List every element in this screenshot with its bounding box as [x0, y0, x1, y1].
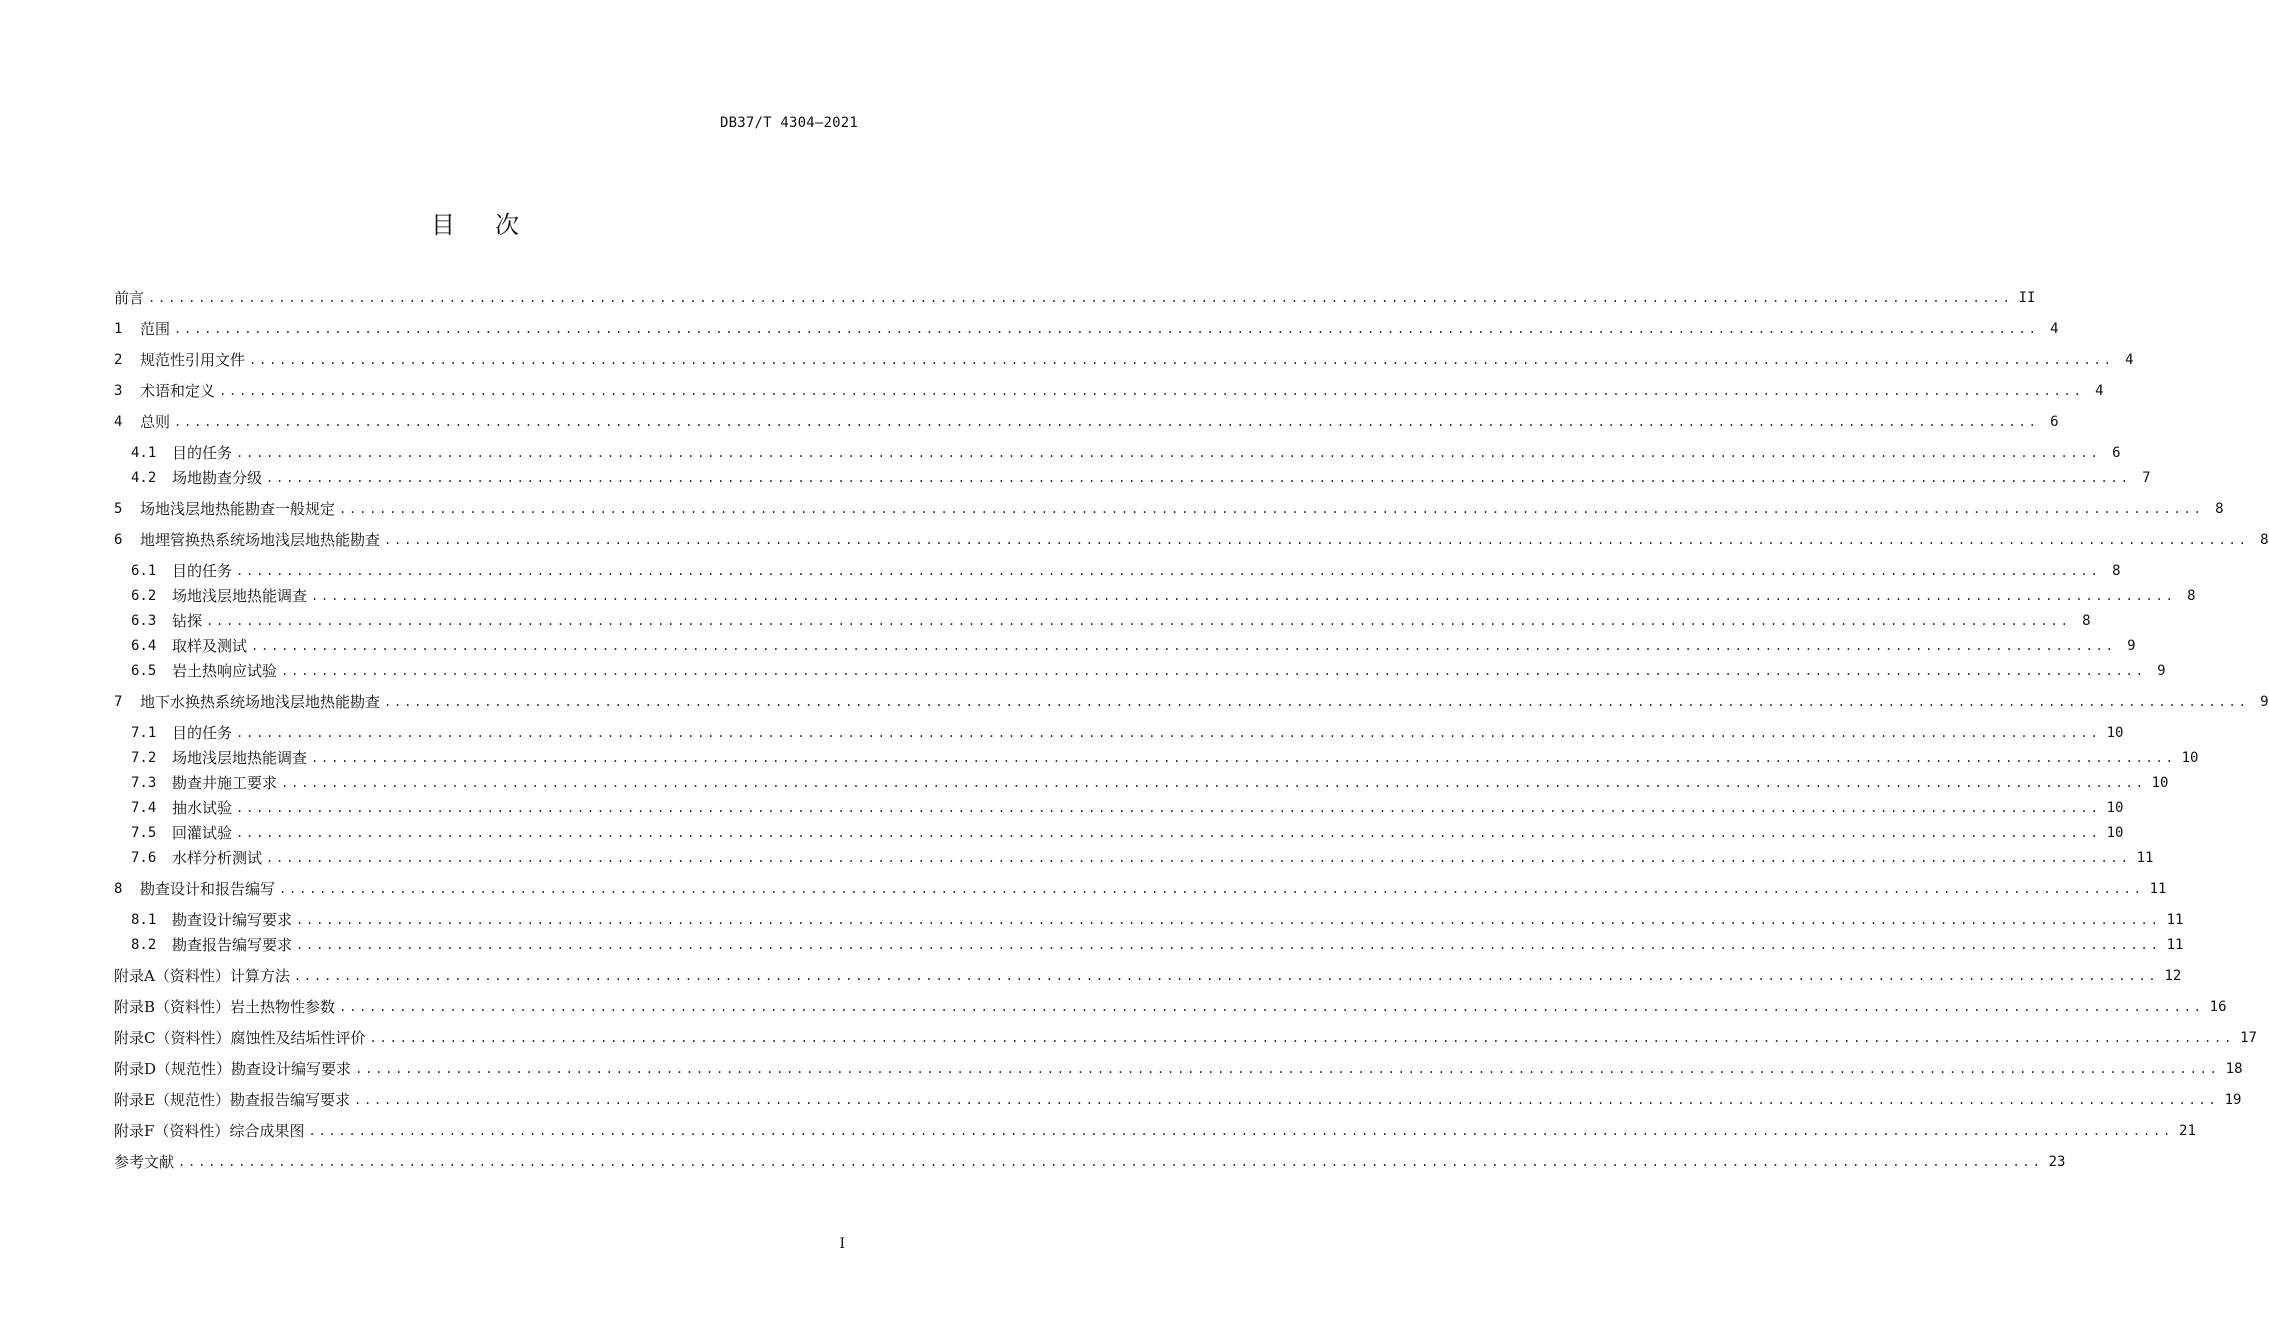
toc-leader-dots: ..........................................................................................................................................................................................	[296, 938, 2161, 952]
toc-leader-dots: ..........................................................................................................................................................................................	[236, 801, 2101, 815]
toc-leader-dots: ..........................................................................................................................................................................................	[266, 851, 2131, 865]
toc-entry-title: 场地浅层地热能调查	[172, 587, 308, 605]
toc-entry-page: 8	[2112, 563, 2121, 579]
toc-entry-title: 勘查设计编写要求	[172, 911, 293, 929]
toc-entry-title: 目的任务	[172, 444, 233, 462]
page-title: 目次	[431, 211, 559, 239]
toc-leader-dots: ..........................................................................................................................................................................................	[206, 614, 2071, 628]
toc-entry-number: 7.5	[131, 825, 157, 841]
toc-entry-number: 4.1	[131, 445, 157, 461]
toc-entry-number: 4.2	[131, 470, 157, 486]
toc-entry-number: 6.4	[131, 638, 157, 654]
toc-leader-dots: ..........................................................................................................................................................................................	[281, 664, 2146, 678]
toc-entry-page: 11	[2166, 937, 2184, 953]
toc-entry-4-1[interactable]	[131, 442, 2121, 464]
toc-entry-title: 术语和定义	[140, 382, 216, 400]
toc-entry-page: 9	[2157, 663, 2166, 679]
toc-entry-7[interactable]	[114, 691, 2269, 713]
toc-leader-dots: ..........................................................................................................................................................................................	[281, 776, 2146, 790]
toc-entry-page: 8	[2082, 613, 2091, 629]
toc-appendix-label: 附录F	[114, 1122, 155, 1140]
toc-appendix-type: （资料性）	[155, 1029, 231, 1047]
toc-leader-dots: ..........................................................................................................................................................................................	[296, 913, 2161, 927]
toc-entry-number: 8.2	[131, 937, 157, 953]
toc-entry-7-6[interactable]	[131, 847, 2154, 869]
toc-entry-appendix-e[interactable]	[114, 1089, 2242, 1111]
toc-entry-page: 7	[2142, 470, 2151, 486]
toc-entry-number: 7	[114, 694, 123, 710]
toc-entry-1[interactable]	[114, 318, 2059, 340]
toc-entry-page: 11	[2166, 912, 2184, 928]
toc-leader-dots: ..........................................................................................................................................................................................	[339, 1000, 2204, 1014]
toc-entry-number: 8	[114, 881, 123, 897]
toc-entry-8-1[interactable]	[131, 909, 2184, 931]
toc-entry-number: 6	[114, 532, 123, 548]
toc-entry-number: 7.3	[131, 775, 157, 791]
toc-entry-number: 2	[114, 352, 123, 368]
toc-entry-number: 6.5	[131, 663, 157, 679]
toc-leader-dots: ..........................................................................................................................................................................................	[219, 384, 2084, 398]
toc-entry-title: 勘查井施工要求	[172, 774, 278, 792]
toc-appendix-type: （资料性）	[154, 967, 230, 985]
toc-entry-title: 规范性引用文件	[140, 351, 246, 369]
toc-entry-number: 6.3	[131, 613, 157, 629]
toc-entry-page: 10	[2151, 775, 2169, 791]
toc-leader-dots: ..........................................................................................................................................................................................	[236, 446, 2101, 460]
toc-entry-6-5[interactable]	[131, 660, 2166, 682]
toc-leader-dots: ..........................................................................................................................................................................................	[236, 826, 2101, 840]
toc-leader-dots: ..........................................................................................................................................................................................	[355, 1062, 2220, 1076]
toc-entry-appendix-c[interactable]	[114, 1027, 2257, 1049]
toc-appendix-label: 附录C	[114, 1029, 156, 1047]
toc-entry-title: 总则	[140, 413, 171, 431]
toc-entry-appendix-f[interactable]	[114, 1120, 2196, 1142]
toc-entry-6-4[interactable]	[131, 635, 2136, 657]
toc-entry-page: 11	[2149, 881, 2167, 897]
toc-leader-dots: ..........................................................................................................................................................................................	[249, 353, 2114, 367]
toc-leader-dots: ..........................................................................................................................................................................................	[339, 502, 2204, 516]
toc-entry-number: 8.1	[131, 912, 157, 928]
toc-entry-page: 10	[2106, 825, 2124, 841]
toc-entry-6-2[interactable]	[131, 585, 2196, 607]
toc-leader-dots: ..........................................................................................................................................................................................	[311, 751, 2176, 765]
toc-entry-title: 勘查设计和报告编写	[140, 880, 276, 898]
toc-appendix-label: 附录D	[114, 1060, 157, 1078]
toc-entry-title: 场地浅层地热能勘查一般规定	[140, 500, 336, 518]
toc-leader-dots: ..........................................................................................................................................................................................	[266, 471, 2131, 485]
toc-entry-number: 3	[114, 383, 123, 399]
toc-entry-number: 4	[114, 414, 123, 430]
toc-appendix-type: （资料性）	[154, 1122, 230, 1140]
toc-entry-6-1[interactable]	[131, 560, 2121, 582]
toc-entry-page: 10	[2106, 725, 2124, 741]
toc-leader-dots: ..........................................................................................................................................................................................	[178, 1155, 2043, 1169]
toc-entry-page: 9	[2260, 694, 2269, 710]
document-code: DB37/T 4304—2021	[719, 115, 858, 131]
toc-entry-page: 4	[2125, 352, 2134, 368]
toc-entry-title: 场地勘查分级	[172, 469, 263, 487]
toc-entry-page: 17	[2240, 1030, 2257, 1046]
toc-entry-6-3[interactable]	[131, 610, 2091, 632]
toc-entry-5[interactable]	[114, 498, 2224, 520]
toc-appendix-type: （规范性）	[154, 1091, 230, 1109]
toc-entry-title: 范围	[140, 320, 171, 338]
toc-entry-number: 7.1	[131, 725, 157, 741]
toc-entry-page: 4	[2050, 321, 2059, 337]
toc-entry-title: 抽水试验	[172, 799, 233, 817]
toc-entry-number: 6.1	[131, 563, 157, 579]
toc-leader-dots: ..........................................................................................................................................................................................	[148, 291, 2013, 305]
toc-entry-title: 参考文献	[114, 1153, 175, 1171]
toc-appendix-label: 附录A	[114, 967, 155, 985]
toc-entry-4[interactable]	[114, 411, 2059, 433]
toc-entry-title: 岩土热响应试验	[172, 662, 278, 680]
toc-entry-page: 9	[2127, 638, 2136, 654]
toc-entry-title: 目的任务	[172, 562, 233, 580]
toc-entry-title: 水样分析测试	[172, 849, 263, 867]
toc-entry-title: 综合成果图	[229, 1122, 305, 1140]
toc-appendix-label: 附录B	[114, 998, 156, 1016]
toc-entry-page: 8	[2215, 501, 2224, 517]
toc-entry-page: 10	[2181, 750, 2199, 766]
toc-entry-title: 地下水换热系统场地浅层地热能勘查	[140, 693, 381, 711]
toc-entry-8[interactable]	[114, 878, 2167, 900]
toc-entry-7-1[interactable]	[131, 722, 2124, 744]
toc-entry-title: 计算方法	[229, 967, 290, 985]
toc-appendix-type: （资料性）	[155, 998, 231, 1016]
toc-entry-page: 18	[2225, 1061, 2243, 1077]
toc-entry-title: 腐蚀性及结垢性评价	[230, 1029, 366, 1047]
toc-entry-page: 21	[2179, 1123, 2196, 1139]
toc-appendix-label: 附录E	[114, 1091, 155, 1109]
toc-entry-appendix-d[interactable]	[114, 1058, 2243, 1080]
toc-entry-page: 11	[2136, 850, 2154, 866]
page-number: I	[839, 1236, 845, 1252]
toc-leader-dots: ..........................................................................................................................................................................................	[293, 969, 2159, 983]
toc-leader-dots: ..........................................................................................................................................................................................	[311, 589, 2176, 603]
toc-entry-title: 场地浅层地热能调查	[172, 749, 308, 767]
toc-leader-dots: ..........................................................................................................................................................................................	[174, 322, 2039, 336]
toc-leader-dots: ..........................................................................................................................................................................................	[236, 726, 2101, 740]
toc-entry-7-2[interactable]	[131, 747, 2199, 769]
toc-entry-6[interactable]	[114, 529, 2269, 551]
toc-entry-title: 勘查报告编写要求	[229, 1091, 350, 1109]
toc-entry-title: 勘查设计编写要求	[231, 1060, 352, 1078]
toc-leader-dots: ..........................................................................................................................................................................................	[384, 533, 2249, 547]
toc-entry-title: 取样及测试	[172, 637, 248, 655]
toc-leader-dots: ..........................................................................................................................................................................................	[369, 1031, 2235, 1045]
toc-entry-page: 4	[2095, 383, 2104, 399]
toc-entry-appendix-a[interactable]	[114, 965, 2182, 987]
toc-entry-page: II	[2018, 290, 2036, 306]
toc-entry-page: 23	[2048, 1154, 2066, 1170]
toc-entry-7-3[interactable]	[131, 772, 2169, 794]
toc-entry-2[interactable]	[114, 349, 2134, 371]
toc-entry-page: 6	[2112, 445, 2121, 461]
toc-entry-7-4[interactable]	[131, 797, 2124, 819]
toc-entry-page: 6	[2050, 414, 2059, 430]
toc-entry-title: 岩土热物性参数	[230, 998, 336, 1016]
toc-leader-dots: ..........................................................................................................................................................................................	[174, 415, 2039, 429]
toc-entry-3[interactable]	[114, 380, 2104, 402]
toc-entry-7-5[interactable]	[131, 822, 2124, 844]
toc-leader-dots: ..........................................................................................................................................................................................	[279, 882, 2144, 896]
toc-entry-page: 10	[2106, 800, 2124, 816]
toc-entry-foreword[interactable]	[114, 287, 2036, 309]
toc-entry-title: 回灌试验	[172, 824, 233, 842]
toc-leader-dots: ..........................................................................................................................................................................................	[236, 564, 2101, 578]
toc-leader-dots: ..........................................................................................................................................................................................	[384, 695, 2249, 709]
toc-entry-page: 16	[2209, 999, 2227, 1015]
toc-leader-dots: ..........................................................................................................................................................................................	[251, 639, 2116, 653]
toc-entry-references[interactable]	[114, 1151, 2066, 1173]
toc-appendix-type: （规范性）	[156, 1060, 232, 1078]
toc-entry-title: 勘查报告编写要求	[172, 936, 293, 954]
toc-entry-number: 7.4	[131, 800, 157, 816]
toc-entry-number: 1	[114, 321, 123, 337]
toc-entry-4-2[interactable]	[131, 467, 2151, 489]
toc-entry-8-2[interactable]	[131, 934, 2184, 956]
toc-entry-title: 钻探	[172, 612, 203, 630]
toc-entry-appendix-b[interactable]	[114, 996, 2227, 1018]
toc-entry-number: 5	[114, 501, 123, 517]
toc-leader-dots: ..........................................................................................................................................................................................	[308, 1124, 2174, 1138]
toc-entry-number: 7.2	[131, 750, 157, 766]
toc-leader-dots: ..........................................................................................................................................................................................	[353, 1093, 2219, 1107]
toc-entry-page: 12	[2164, 968, 2182, 984]
toc-entry-page: 19	[2224, 1092, 2242, 1108]
toc-entry-number: 7.6	[131, 850, 157, 866]
toc-entry-number: 6.2	[131, 588, 157, 604]
toc-entry-title: 目的任务	[172, 724, 233, 742]
toc-entry-page: 8	[2260, 532, 2269, 548]
toc-entry-title: 地埋管换热系统场地浅层地热能勘查	[140, 531, 381, 549]
toc-entry-title: 前言	[114, 289, 145, 307]
toc-entry-page: 8	[2187, 588, 2196, 604]
